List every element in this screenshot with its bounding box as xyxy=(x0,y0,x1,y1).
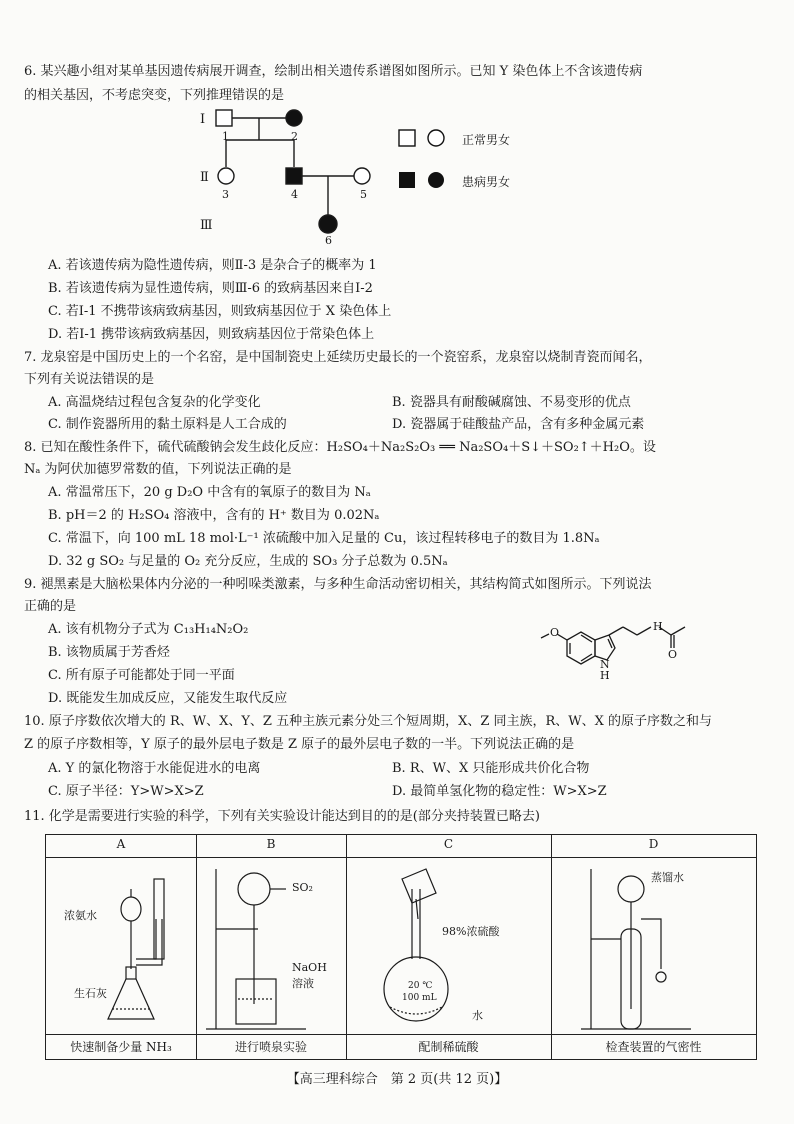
q6-option-a: A. 若该遗传病为隐性遗传病，则Ⅱ-3 是杂合子的概率为 1 xyxy=(48,258,377,273)
q8-option-a: A. 常温常压下，20 g D₂O 中含有的氧原子的数目为 Nₐ xyxy=(48,485,371,500)
q10-option-c: C. 原子半径：Y>W>X>Z xyxy=(48,784,204,799)
pedigree-num-1: 1 xyxy=(222,130,229,143)
gen-label-2: Ⅱ xyxy=(200,170,209,185)
pedigree-num-6: 6 xyxy=(325,234,332,247)
q7-stem-line2: 下列有关说法错误的是 xyxy=(24,372,155,387)
q8-stem-line1: 8. 已知在酸性条件下，硫代硫酸钠会发生歧化反应：H₂SO₄＋Na₂S₂O₃ ══ Na₂SO₄＋S↓＋SO₂↑＋H₂O。设 xyxy=(24,440,656,455)
q9-stem-line2: 正确的是 xyxy=(24,599,77,614)
q7-stem-line1: 7. 龙泉窑是中国历史上的一个名窑，是中国制瓷史上延续历史最长的一个瓷窑系，龙泉窑以烧制青瓷而闻名， xyxy=(24,350,652,365)
legend-normal-icons xyxy=(398,128,448,152)
gen-label-3: Ⅲ xyxy=(200,218,213,233)
q6-option-d: D. 若Ⅰ-1 携带该病致病基因，则致病基因位于常染色体上 xyxy=(48,327,375,342)
mol-label-o: O xyxy=(550,626,560,639)
q7-option-c: C. 制作瓷器所用的黏土原料是人工合成的 xyxy=(48,417,287,432)
q6-stem-line2: 的相关基因，不考虑突变，下列推理错误的是 xyxy=(24,88,285,103)
q8-option-d: D. 32 g SO₂ 与足量的 O₂ 充分反应，生成的 SO₃ 分子总数为 0.5Nₐ xyxy=(48,554,448,569)
pedigree-chart xyxy=(190,104,590,258)
q6-option-c: C. 若Ⅰ-1 不携带该病致病基因，则致病基因位于 X 染色体上 xyxy=(48,304,392,319)
q6-option-b: B. 若该遗传病为显性遗传病，则Ⅲ-6 的致病基因来自Ⅰ-2 xyxy=(48,281,373,296)
label-water: 水 xyxy=(472,1009,483,1022)
q6-stem-line1: 6. 某兴趣小组对某单基因遗传病展开调查，绘制出相关遗传系谱图如图所示。已知 Y 染色体上不含该遗传病 xyxy=(24,64,643,79)
label-temp: 20 ℃ xyxy=(408,981,433,991)
melatonin-structure xyxy=(535,618,735,692)
legend-affected-icons xyxy=(398,170,448,194)
apparatus-caption-b: 进行喷泉实验 xyxy=(234,1040,307,1054)
label-conc-sulfuric: 98%浓硫酸 xyxy=(442,925,500,938)
q10-stem-line1: 10. 原子序数依次增大的 R、W、X、Y、Z 五种主族元素分处三个短周期，X、Z 同主族，R、W、X 的原子序数之和与 xyxy=(24,714,713,729)
q7-option-b: B. 瓷器具有耐酸碱腐蚀、不易变形的优点 xyxy=(392,395,631,410)
pedigree-num-4: 4 xyxy=(291,188,298,201)
q8-option-b: B. pH＝2 的 H₂SO₄ 溶液中，含有的 H⁺ 数目为 0.02Nₐ xyxy=(48,508,380,523)
pedigree-num-3: 3 xyxy=(222,188,229,201)
q9-option-b: B. 该物质属于芳香烃 xyxy=(48,645,170,660)
q10-option-d: D. 最简单氢化物的稳定性：W>X>Z xyxy=(392,784,607,799)
label-naoh: NaOH xyxy=(292,961,327,974)
q7-option-d: D. 瓷器属于硅酸盐产品，含有多种金属元素 xyxy=(392,417,645,432)
q9-option-a: A. 该有机物分子式为 C₁₃H₁₄N₂O₂ xyxy=(48,622,249,637)
apparatus-cell-b xyxy=(196,835,347,1059)
mol-label-h-ring: H xyxy=(600,669,610,682)
q9-stem-line1: 9. 褪黑素是大脑松果体内分泌的一种吲哚类激素，与多种生命活动密切相关，其结构简式如图所示。下列说法 xyxy=(24,577,652,592)
apparatus-cell-d xyxy=(551,835,756,1059)
label-quicklime: 生石灰 xyxy=(74,987,107,1000)
q10-stem-line2: Z 的原子序数相等，Y 原子的最外层电子数是 Z 原子的最外层电子数的一半。下列说法正确的是 xyxy=(24,737,575,752)
label-solution: 溶液 xyxy=(292,977,314,990)
q7-option-a: A. 高温烧结过程包含复杂的化学变化 xyxy=(48,395,261,410)
label-conc-ammonia: 浓氨水 xyxy=(64,909,97,922)
apparatus-head-d: D xyxy=(648,837,659,851)
apparatus-cell-c xyxy=(346,835,552,1059)
legend-normal-label: 正常男女 xyxy=(462,133,511,147)
legend-affected-label: 患病男女 xyxy=(462,175,511,189)
label-distilled-water: 蒸馏水 xyxy=(651,871,684,884)
pedigree-num-2: 2 xyxy=(291,130,298,143)
page-footer: 【高三理科综合 第 2 页(共 12 页)】 xyxy=(286,1072,508,1087)
apparatus-caption-c: 配制稀硫酸 xyxy=(418,1040,479,1054)
apparatus-head-b: B xyxy=(266,837,276,851)
q10-option-b: B. R、W、X 只能形成共价化合物 xyxy=(392,761,590,776)
label-volume: 100 mL xyxy=(402,993,437,1003)
apparatus-caption-a: 快速制备少量 NH₃ xyxy=(70,1040,172,1054)
q8-option-c: C. 常温下，向 100 mL 18 mol·L⁻¹ 浓硫酸中加入足量的 Cu，该过程转移电子的数目为 1.8Nₐ xyxy=(48,531,600,546)
gen-label-1: Ⅰ xyxy=(200,112,206,127)
label-so2: SO₂ xyxy=(292,881,313,894)
apparatus-head-a: A xyxy=(116,837,126,851)
mol-label-n-ring: N xyxy=(600,658,610,671)
q8-stem-line2: Nₐ 为阿伏加德罗常数的值，下列说法正确的是 xyxy=(24,462,292,477)
mol-label-o-carbonyl: O xyxy=(668,648,678,661)
mol-label-nh: H xyxy=(653,620,663,633)
q9-option-c: C. 所有原子可能都处于同一平面 xyxy=(48,668,235,683)
apparatus-caption-d: 检查装置的气密性 xyxy=(605,1040,702,1054)
q10-option-a: A. Y 的氯化物溶于水能促进水的电离 xyxy=(48,761,261,776)
q11-stem: 11. 化学是需要进行实验的科学，下列有关实验设计能达到目的的是(部分夹持装置已略去) xyxy=(24,809,540,824)
pedigree-num-5: 5 xyxy=(360,188,367,201)
q9-option-d: D. 既能发生加成反应，又能发生取代反应 xyxy=(48,691,288,706)
apparatus-cell-a xyxy=(46,835,197,1059)
apparatus-table xyxy=(45,834,757,1060)
apparatus-head-c: C xyxy=(443,837,454,851)
